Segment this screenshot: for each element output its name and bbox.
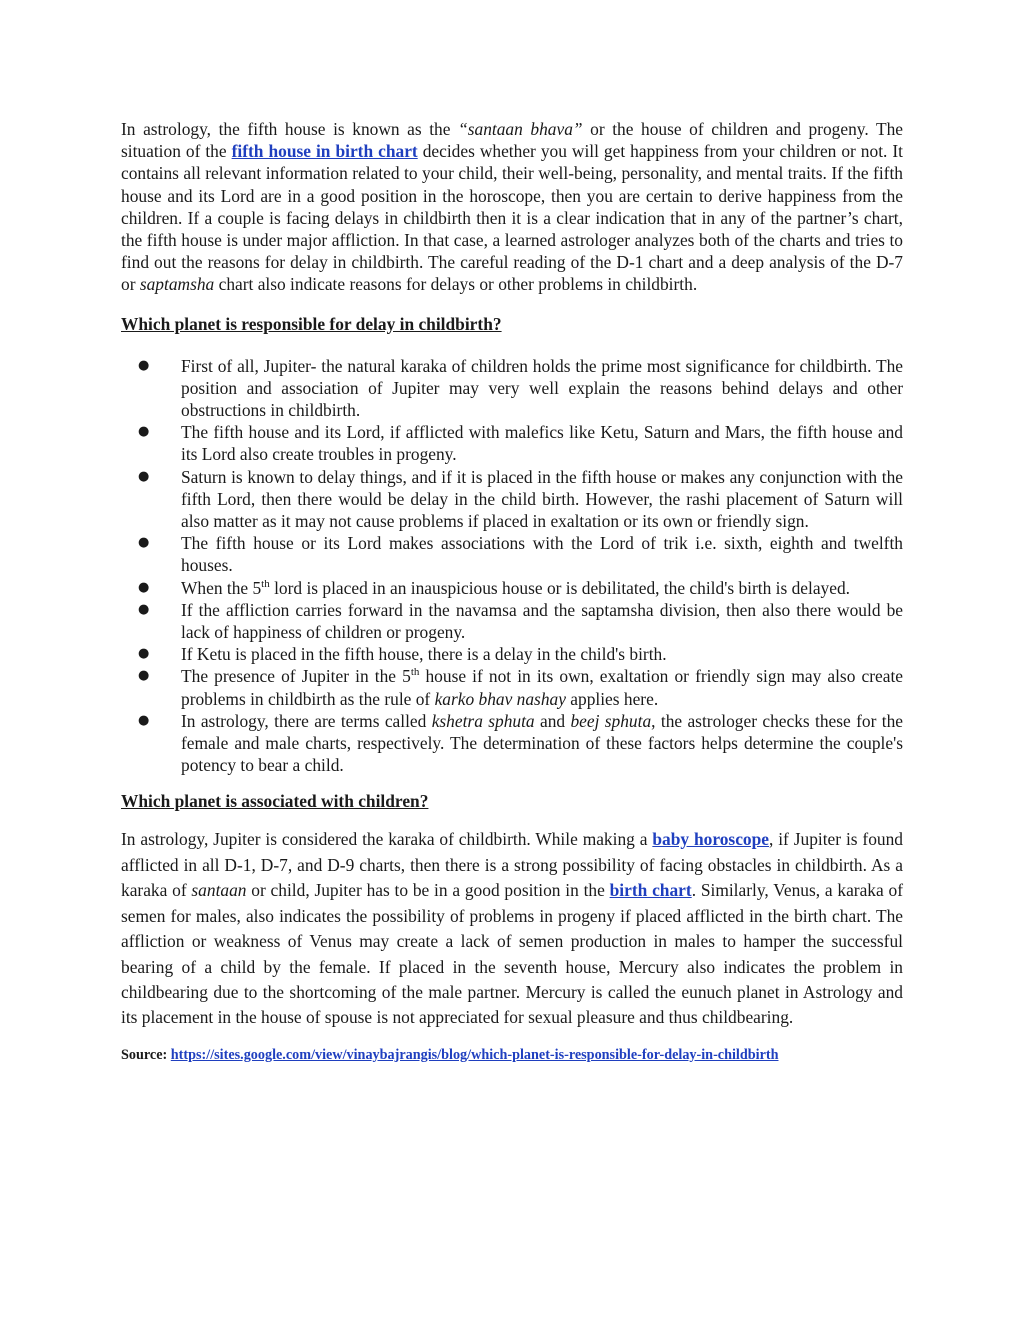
list-item: ● In astrology, there are terms called kshetra sphuta and beej sphuta, the astrologer checks these for the female and male charts, respectively. The determination of these factors helps determine the couple's potency to bear a child. <box>138 710 903 776</box>
source-line <box>121 1046 903 1064</box>
bullet-icon: ● <box>138 668 150 684</box>
fifth-house-link[interactable]: fifth house in birth chart <box>231 141 418 162</box>
list-item: ● The fifth house or its Lord makes associations with the Lord of trik i.e. sixth, eighth and twelfth houses. <box>138 533 903 576</box>
bullet-icon: ● <box>138 424 150 440</box>
bullet-icon: ● <box>138 601 150 617</box>
list-item: ● First of all, Jupiter- the natural karaka of children holds the prime most significance for childbirth. The position and association of Jupiter may very well explain the reasons behind delays and other obstructions in childbirth. <box>138 355 903 421</box>
baby-horoscope-link[interactable]: baby horoscope <box>652 829 769 850</box>
children-paragraph: In astrology, Jupiter is considered the karaka of childbirth. While making a baby horoscope, if Jupiter is found afflicted in all D-1, D-7, and D-9 charts, then there is a strong possibility of facing obstacles in childbirth. As a karaka of santaan or child, Jupiter has to be in a good position in the birth chart. Similarly, Venus, a karaka of semen for males, also indicates the possibility of problems in progeny if placed afflicted in the birth chart. The affliction or weakness of Venus may create a lack of semen production in males to hamper the successful bearing of a child by the female. If placed in the seventh house, Mercury also indicates the problem in childbearing due to the shortcoming of the male partner. Mercury is called the eunuch planet in Astrology and its placement in the house of spouse is not appreciated for sexual pleasure and thus childbearing. <box>121 829 903 1028</box>
bullet-icon: ● <box>138 712 150 728</box>
list-item: ● When the 5th lord is placed in an inauspicious house or is debilitated, the child's birth is delayed. <box>138 577 851 598</box>
source-label: Source: <box>121 1046 171 1063</box>
heading-children-planet: Which planet is associated with children? <box>121 791 429 812</box>
birth-chart-link[interactable]: birth chart <box>609 880 692 901</box>
heading-delay-planet: Which planet is responsible for delay in childbirth? <box>121 313 502 334</box>
list-item: ● If the affliction carries forward in the navamsa and the saptamsha division, then also there would be lack of happiness of children or progeny. <box>138 599 903 643</box>
bullet-icon: ● <box>138 357 150 373</box>
list-item: ● If Ketu is placed in the fifth house, there is a delay in the child's birth. <box>138 644 667 665</box>
bullet-icon: ● <box>138 468 150 484</box>
reasons-list <box>121 355 903 777</box>
bullet-icon: ● <box>138 579 150 595</box>
document-page <box>121 118 903 1064</box>
bullet-icon: ● <box>138 646 150 662</box>
list-item: ● Saturn is known to delay things, and if it is placed in the fifth house or makes any conjunction with the fifth Lord, then there would be delay in the child birth. However, the rashi placement of Saturn will also matter as it may not cause problems if placed in exaltation or its own or friendly sign. <box>138 466 903 532</box>
list-item: ● The fifth house and its Lord, if afflicted with malefics like Ketu, Saturn and Mars, the fifth house and its Lord also create troubles in progeny. <box>138 422 903 465</box>
intro-paragraph: In astrology, the fifth house is known as the “santaan bhava” or the house of children and progeny. The situation of the fifth house in birth chart decides whether you will get happiness from your children or not. It contains all relevant information related to your child, their well-being, personality, and mental traits. If the fifth house and its Lord are in a good position in the horoscope, then you are certain to derive happiness from the children. If a couple is facing delays in childbirth then it is a clear indication that in any of the partner’s chart, the fifth house is under major affliction. In that case, a learned astrologer analyzes both of the charts and tries to find out the reasons for delay in childbirth. The careful reading of the D-1 chart and a deep analysis of the D-7 or saptamsha chart also indicate reasons for delays or other problems in childbirth. <box>121 119 903 295</box>
list-item: ● The presence of Jupiter in the 5th house if not in its own, exaltation or friendly sign may also create problems in childbirth as the rule of karko bhav nashay applies here. <box>138 666 904 709</box>
source-link[interactable]: https://sites.google.com/view/vinaybajrangis/blog/which-planet-is-responsible-for-delay-in-childbirth <box>170 1046 779 1063</box>
bullet-icon: ● <box>138 535 150 551</box>
